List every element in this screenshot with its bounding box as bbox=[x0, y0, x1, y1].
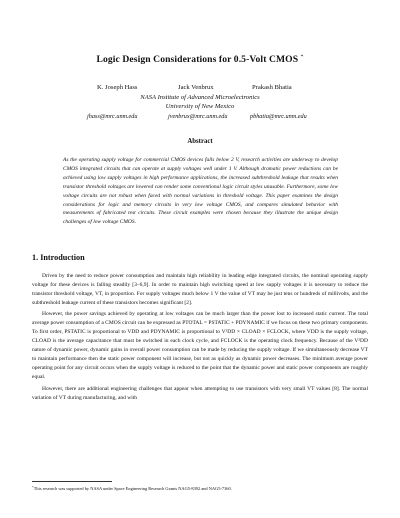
footnote-mark: * bbox=[32, 485, 34, 489]
section-heading: 1. Introduction bbox=[32, 253, 85, 262]
abstract-heading: Abstract bbox=[187, 138, 213, 145]
paper-title-text: Logic Design Considerations for 0.5-Volt CMOS bbox=[96, 54, 299, 65]
author-name: Prakash Bhatia bbox=[252, 84, 292, 91]
author-email: jhass@mrc.unm.edu bbox=[87, 113, 138, 120]
body-paragraph: However, the power savings achieved by operating at low voltages can be much larger than the power lost to increased static current. The total average power consumption of a CMOS circuit can be expressed as PTOTAL = PSTATIC + PDYNAMIC if we focus on these two primary components. To first order, PSTATIC is proportional to VDD and PDYNAMIC is proportional to V²DD × CLOAD × FCLOCK, where VDD is the supply voltage, CLOAD is the average capacitance that must be switched in each clock cycle, and FCLOCK is the operating clock frequency. Because of the V²DD nature of dynamic power, dynamic gains in overall power consumption can be made by reducing the supply voltage. If we simultaneously decrease VT to maintain performance then the static power component will increase, but not as quickly as dynamic power decreases. The minimum average power operating point for any circuit occurs when the supply voltage is reduced to the point that the dynamic power and static power components are roughly equal. bbox=[32, 311, 368, 381]
paper-title bbox=[0, 54, 400, 65]
abstract-text: As the operating supply voltage for commercial CMOS devices falls below 2 V, research activities are underway to develop CMOS integrated circuits that can operate at supply voltages well under 1 V. Although dramatic power reductions can be achieved using low supply voltages in high performance applications, the increased subthreshold leakage that results when transistor threshold voltages are lowered can render some conventional logic circuit styles unusable. Furthermore, some low voltage circuits are not robust when faced with normal variations in threshold voltage. This paper examines the design considerations for logic and memory circuits in very low voltage CMOS, and compares simulated behavior with measurements of fabricated test circuits. These circuit examples were chosen because they illustrate the unique design challenges of low voltage CMOS. bbox=[63, 157, 338, 226]
author-name: K. Joseph Hass bbox=[97, 84, 138, 91]
footnote-divider bbox=[32, 481, 112, 482]
affiliation-line: University of New Mexico bbox=[165, 103, 235, 110]
affiliation-line: NASA Institute of Advanced Microelectronics bbox=[140, 94, 260, 101]
body-paragraph: Driven by the need to reduce power consumption and maintain high reliability in leading edge integrated circuits, the nominal operating supply voltage for these devices is falling steadily [3–6,9]. In order to maintain high switching speed at low supply voltages it is necessary to reduce the transistor threshold voltage, VT, in proportion. For supply voltages much below 1 V the value of VT may be just tens or hundreds of millivolts, and the subthreshold leakage current of these transistors becomes significant [2]. bbox=[32, 273, 368, 306]
email-list bbox=[0, 113, 400, 123]
author-email: pbhatia@mrc.unm.edu bbox=[250, 113, 307, 120]
body-paragraph: However, there are additional engineering challenges that appear when attempting to use transistors with very small VT values [8]. The normal variation of VT during manufacturing, and with bbox=[32, 385, 368, 401]
title-footnote-mark: * bbox=[300, 54, 304, 60]
body-text bbox=[32, 272, 368, 405]
footnote bbox=[32, 484, 372, 492]
author-email: jvenbrux@mrc.unm.edu bbox=[168, 113, 228, 120]
footnote-text: This research was supported by NASA under Space Engineering Research Grants NAG5-8392 and NAG5-7360. bbox=[33, 486, 232, 491]
author-name: Jack Venbrux bbox=[178, 84, 214, 91]
